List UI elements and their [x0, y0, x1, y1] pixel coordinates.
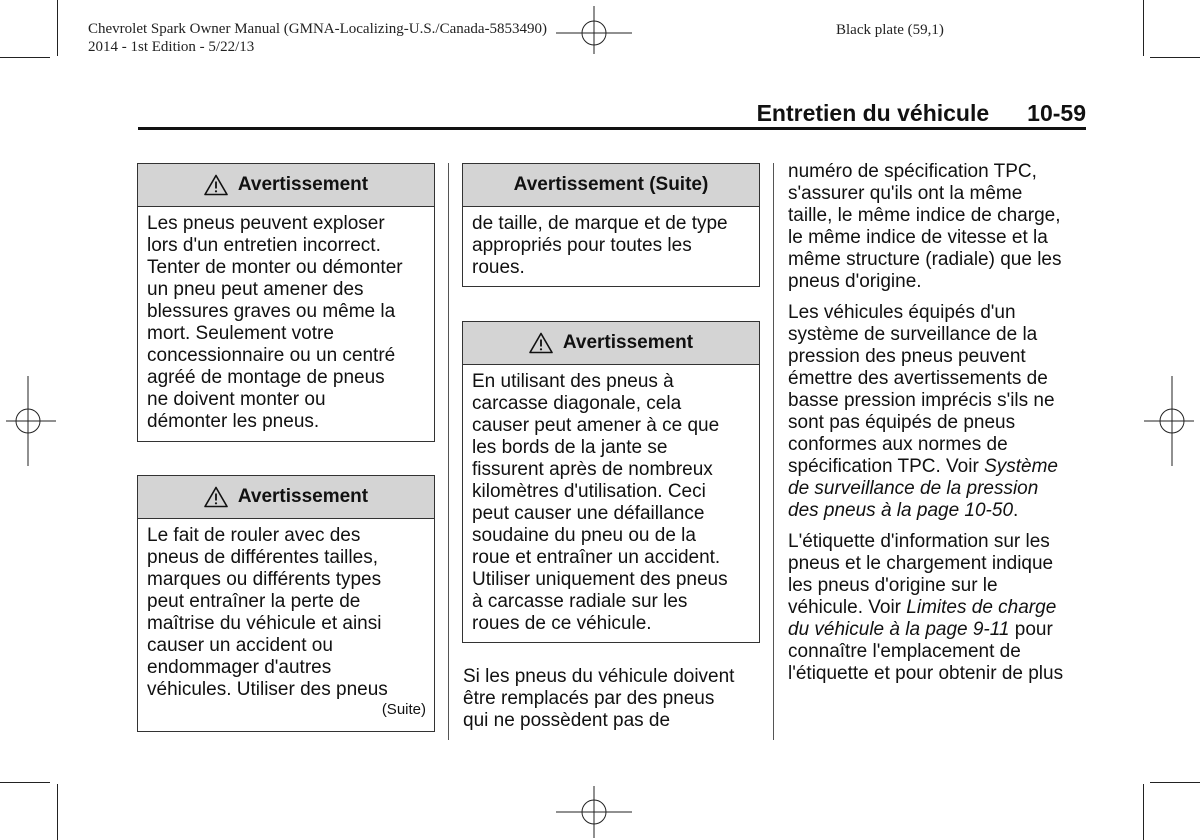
warning-box-title: Avertissement	[562, 332, 694, 353]
warning-box-text: En utilisant des pneus à carcasse diagonale, cela causer peut amener à ce que les bords de la jante se fissurent après de nombreux kilomètres d'utilisation. Ceci peut causer une défaillance soudaine du pneu ou de la roue et entraîner un accident. Utiliser uniquement des pneus à carcasse radiale sur les roues de ce véhicule.	[472, 371, 728, 634]
warning-box	[137, 163, 435, 442]
body-paragraph	[788, 531, 1098, 685]
body-paragraph: numéro de spécification TPC, s'assurer qu'ils ont la même taille, le même indice de charge, le même indice de vitesse et la même structure (radiale) que les pneus d'origine.	[788, 161, 1062, 292]
continued-label: (Suite)	[381, 701, 426, 718]
paragraph-text: Les véhicules équipés d'un système de surveillance de la pression des pneus peuvent émettre des avertissements de basse pression imprécis s'ils ne sont pas équipés de pneus conformes aux normes de spécification TPC. Voir	[788, 302, 1055, 477]
warning-box	[462, 163, 760, 287]
warning-box-text: Les pneus peuvent exploser lors d'un entretien incorrect. Tenter de monter ou démonter un pneu peut amener des blessures graves ou même la mort. Seulement votre concessionnaire ou un centré agréé de montage de pneus ne doivent monter ou démonter les pneus.	[147, 213, 403, 432]
crop-mark	[1143, 784, 1144, 840]
warning-box-title: Avertissement (Suite)	[513, 174, 709, 195]
crop-mark	[57, 0, 58, 56]
warning-box-header	[138, 476, 434, 519]
warning-box-header	[463, 164, 759, 207]
registration-mark-icon	[1144, 376, 1200, 466]
warning-box-text: de taille, de marque et de type appropriés pour toutes les roues.	[472, 213, 728, 278]
warning-box	[137, 475, 435, 732]
paragraph-text: .	[1013, 500, 1019, 521]
cross-reference-link[interactable]: Système de surveillance de la pression des pneus à la page 10-50	[788, 456, 1058, 521]
warning-box-header	[138, 164, 434, 207]
crop-mark	[1143, 0, 1144, 56]
header-line-1: Chevrolet Spark Owner Manual (GMNA-Localizing-U.S./Canada-5853490)	[88, 21, 548, 37]
warning-box	[462, 321, 760, 643]
warning-triangle-icon	[204, 486, 228, 508]
section-title: Entretien du véhicule	[756, 100, 990, 126]
warning-box-title: Avertissement	[237, 486, 369, 507]
section-heading	[700, 100, 1086, 127]
warning-triangle-icon	[204, 174, 228, 196]
paragraph-text: pour connaître l'emplacement de l'étiquette et pour obtenir de plus	[788, 619, 1064, 684]
document-header	[88, 20, 547, 56]
page-number: 10-59	[1027, 100, 1086, 126]
body-paragraph	[788, 302, 1098, 522]
registration-mark-icon	[0, 376, 56, 466]
column-divider	[448, 163, 449, 740]
paragraph-text: L'étiquette d'information sur les pneus et le chargement indique les pneus d'origine sur le véhicule. Voir	[788, 531, 1054, 618]
warning-box-title: Avertissement	[237, 174, 369, 195]
registration-mark-icon	[556, 786, 632, 840]
crop-mark	[0, 57, 50, 58]
cross-reference-link[interactable]: Limites de charge du véhicule à la page 9-11	[788, 597, 1057, 640]
warning-box-header	[463, 322, 759, 365]
crop-mark	[1150, 57, 1200, 58]
warning-box-text: Le fait de rouler avec des pneus de différentes tailles, marques ou différents types peut entraîner la perte de maîtrise du véhicule et ainsi causer un accident ou endommager d'autres véhicules. Utiliser des pneus	[147, 525, 388, 700]
column-divider	[773, 163, 774, 740]
crop-mark	[57, 784, 58, 840]
crop-mark	[0, 782, 50, 783]
header-line-2: 2014 - 1st Edition - 5/22/13	[88, 39, 255, 55]
heading-rule	[138, 127, 1086, 130]
registration-mark-icon	[556, 4, 632, 54]
warning-triangle-icon	[529, 332, 553, 354]
plate-label: Black plate (59,1)	[836, 22, 944, 38]
body-paragraph: Si les pneus du véhicule doivent être remplacés par des pneus qui ne possèdent pas de	[463, 666, 735, 731]
crop-mark	[1150, 782, 1200, 783]
